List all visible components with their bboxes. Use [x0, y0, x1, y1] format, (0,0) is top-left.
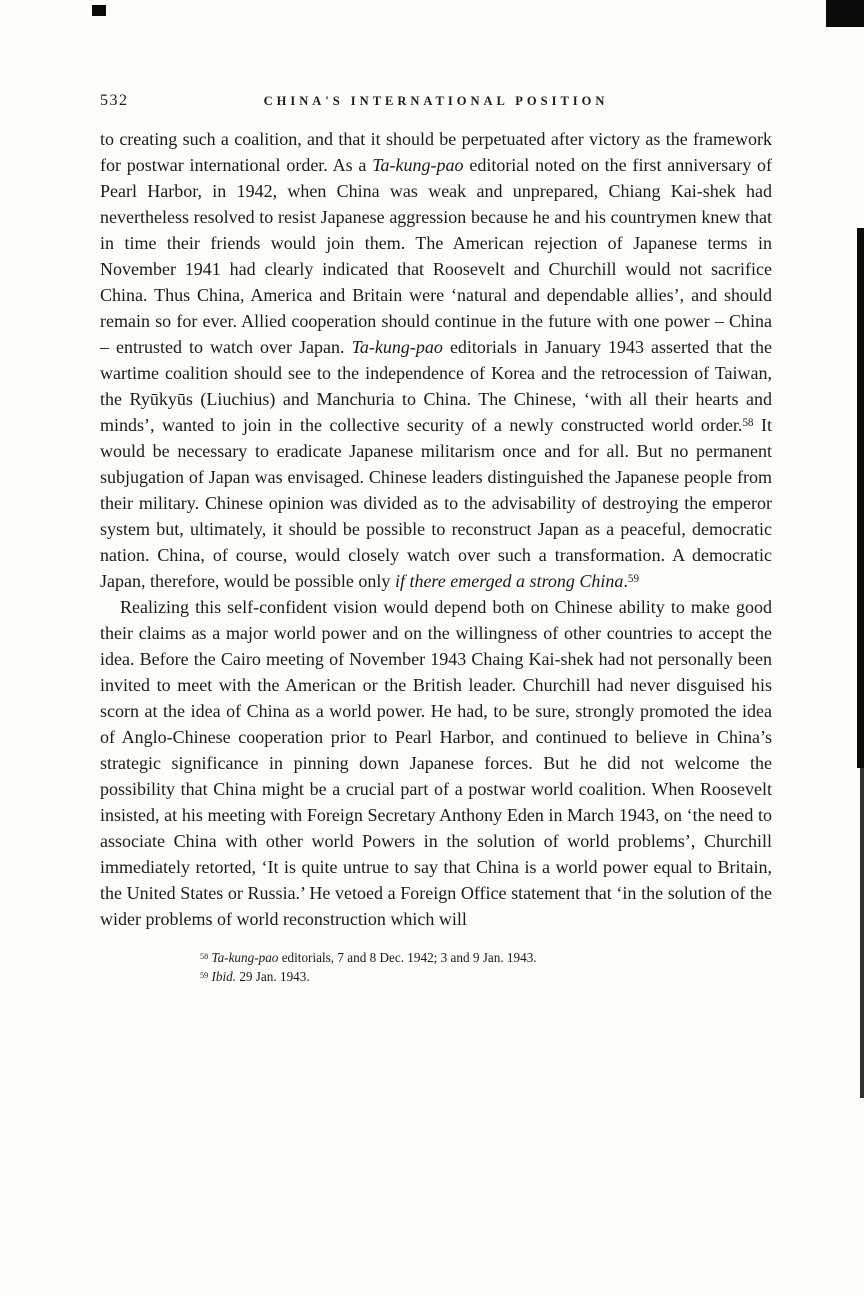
running-title: CHINA'S INTERNATIONAL POSITION — [263, 94, 609, 108]
scan-artifact-right-edge-lower — [860, 768, 864, 1098]
page-header — [100, 90, 772, 116]
body-text — [100, 126, 772, 932]
footnote-59: $^{59}$ Ibid. 29 Jan. 1943. — [200, 969, 310, 984]
scan-artifact-right-edge-upper — [857, 228, 864, 768]
paragraph: Realizing this self-confident vision would depend both on Chinese ability to make good their claims as a major world power and on the willingness of other countries to accept the idea. Before the Cairo meeting of November 1943 Chaing Kai-shek had not personally been invited to meet with the American or the British leader. Churchill had never disguised his scorn at the idea of China as a world power. He had, to be sure, strongly promoted the idea of Anglo-Chinese cooperation prior to Pearl Harbor, and continued to believe in China’s strategic significance in pinning down Japanese forces. But he did not welcome the possibility that China might be a crucial part of a postwar world coalition. When Roosevelt insisted, at his meeting with Foreign Secretary Anthony Eden in March 1943, on ‘the need to associate China with other world Powers in the solution of world problems’, Churchill immediately retorted, ‘It is quite untrue to say that China is a world power equal to Britain, the United States or Russia.’ He vetoed a Foreign Office statement that ‘in the solution of the wider problems of world reconstruction which will — [100, 597, 772, 929]
scan-artifact-top-left — [92, 5, 106, 16]
scan-artifact-top-right — [826, 0, 864, 27]
page-number: 532 — [100, 92, 129, 109]
footnotes — [100, 948, 772, 986]
paragraph: to creating such a coalition, and that it should be perpetuated after victory as the framework for postwar international order. As a Ta-kung-pao editorial noted on the first anniversary of Pearl Harbor, in 1942, when China was weak and unprepared, Chiang Kai-shek had nevertheless resolved to resist Japanese aggression because he and his countrymen knew that in time their friends would join them. The American rejection of Japanese terms in November 1941 had clearly indicated that Roosevelt and Churchill would not sacrifice China. Thus China, America and Britain were ‘natural and dependable allies’, and should remain so for ever. Allied cooperation should continue in the future with one power – China – entrusted to watch over Japan. Ta-kung-pao editorials in January 1943 asserted that the wartime coalition should see to the independence of Korea and the retrocession of Taiwan, the Ryūkyūs (Liuchius) and Manchuria to China. The Chinese, ‘with all their hearts and minds’, wanted to join in the collective security of a newly constructed world order.$^{58}$ It would be necessary to eradicate Japanese militarism once and for all. But no permanent subjugation of Japan was envisaged. Chinese leaders distinguished the Japanese people from their military. Chinese opinion was divided as to the advisability of destroying the emperor system but, ultimately, it should be possible to reconstruct Japan as a peaceful, democratic nation. China, of course, would closely watch over such a transformation. A democratic Japan, therefore, would be possible only if there emerged a strong China.$^{59}$ — [100, 129, 772, 591]
footnote-58: $^{58}$ Ta-kung-pao editorials, 7 and 8 Dec. 1942; 3 and 9 Jan. 1943. — [200, 950, 537, 965]
text-block — [100, 90, 772, 986]
